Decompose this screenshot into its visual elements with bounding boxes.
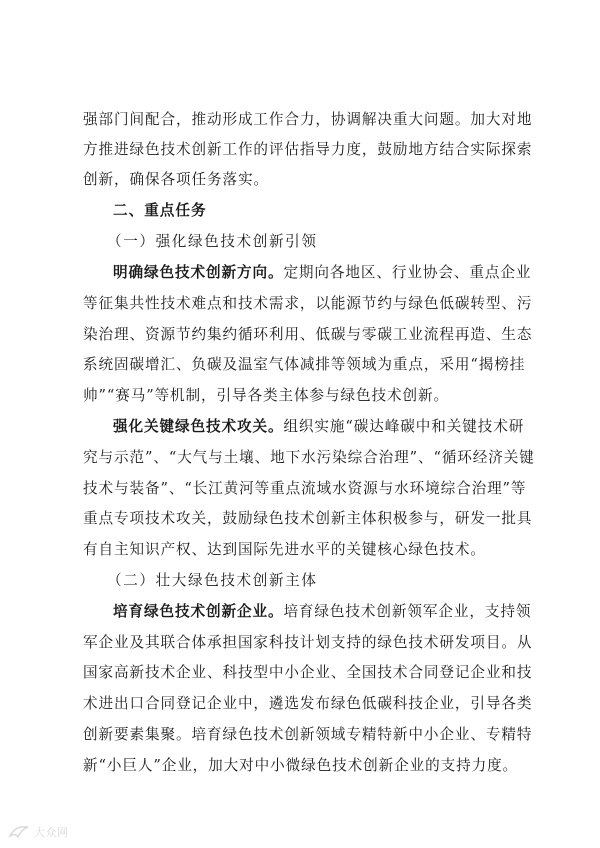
section-heading: 二、重点任务 (113, 202, 207, 219)
paragraph-line: 技术与装备”、“长江黄河等重点流域水资源与水环境综合治理”等 (83, 480, 527, 497)
subsection-heading: （二）壮大绿色技术创新主体 (107, 572, 318, 589)
paragraph-line: 方推进绿色技术创新工作的评估指导力度，鼓励地方结合实际探索 (83, 141, 533, 158)
paragraph-line: 究与示范”、“大气与土壤、地下水污染综合治理”、“循环经济关键 (83, 449, 535, 466)
paragraph-line: 重点专项技术攻关，鼓励绿色技术创新主体积极参与，研发一批具 (83, 510, 533, 527)
paragraph-text: 培育绿色技术创新领军企业，支持领 (283, 603, 532, 620)
watermark-text: 大众网 (34, 826, 69, 839)
paragraph-line: 系统固碳增汇、负碳及温室气体减排等领域为重点，采用“揭榜挂 (83, 356, 526, 373)
paragraph-first-line (113, 597, 532, 627)
subsection-heading: （一）强化绿色技术创新引领 (107, 233, 318, 250)
bird-logo-icon (8, 824, 30, 840)
paragraph-line: 等征集共性技术难点和技术需求，以能源节约与绿色低碳转型、污 (83, 295, 533, 312)
paragraph-line: 创新要素集聚。培育绿色技术创新领域专精特新中小企业、专精特 (83, 726, 533, 743)
paragraph-lead: 明确绿色技术创新方向。 (113, 264, 284, 281)
paragraph-text: 组织实施“碳达峰碳中和关键技术研 (283, 418, 525, 435)
paragraph-text: 定期向各地区、行业协会、重点企业 (283, 264, 532, 281)
paragraph-line: 术进出口合同登记企业中，遴选发布绿色低碳科技企业，引导各类 (83, 695, 533, 712)
paragraph-line: 国家高新技术企业、科技型中小企业、全国技术合同登记企业和技 (83, 664, 533, 681)
paragraph-lead: 培育绿色技术创新企业。 (113, 603, 284, 620)
paragraph-line: 新“小巨人”企业，加大对中小微绿色技术创新企业的支持力度。 (83, 757, 519, 774)
watermark (8, 822, 69, 842)
paragraph-first-line (113, 258, 532, 288)
paragraph-first-line (113, 412, 523, 442)
paragraph-lead: 强化关键绿色技术攻关。 (113, 418, 284, 435)
paragraph-line: 帅”“赛马”等机制，引导各类主体参与绿色技术创新。 (83, 387, 449, 404)
paragraph-line: 染治理、资源节约集约循环利用、低碳与零碳工业流程再造、生态 (83, 326, 533, 343)
paragraph-line: 军企业及其联合体承担国家科技计划支持的绿色技术研发项目。从 (83, 634, 533, 651)
paragraph-line: 有自主知识产权、达到国际先进水平的关键核心绿色技术。 (83, 541, 486, 558)
paragraph-line: 强部门间配合，推动形成工作合力，协调解决重大问题。加大对地 (83, 111, 533, 128)
paragraph-line: 创新，确保各项任务落实。 (83, 171, 269, 188)
